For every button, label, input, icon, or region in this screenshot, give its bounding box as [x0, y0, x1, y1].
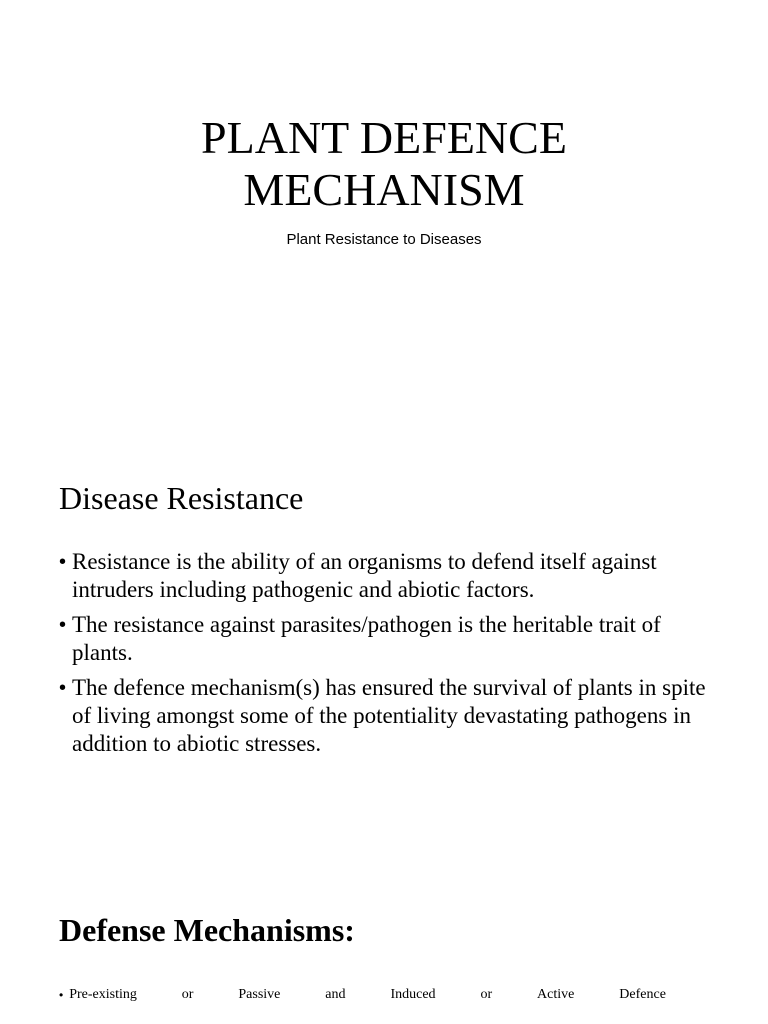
bullet-icon: •	[59, 988, 64, 1002]
bullet-word: Active	[537, 987, 575, 1002]
disease-resistance-slide	[0, 432, 768, 864]
bullet-word: or	[480, 987, 493, 1002]
bullet-word-wrapper	[59, 986, 137, 1004]
title-line-1: PLANT DEFENCE	[201, 112, 567, 163]
bullet-line	[59, 986, 666, 1004]
bullet-text: The defence mechanism(s) has ensured the survival of plants in spite of living amongst some of the potentiality devastating pathogens in addition to abiotic stresses.	[72, 675, 706, 756]
title-slide	[0, 0, 768, 432]
list-item	[59, 674, 719, 758]
defense-mechanisms-slide	[0, 864, 768, 1024]
presentation-title	[0, 112, 768, 216]
bullet-word: and	[325, 987, 346, 1002]
bullet-list	[59, 548, 719, 765]
bullet-word: or	[181, 987, 194, 1002]
title-line-2: MECHANISM	[243, 164, 525, 215]
list-item	[59, 548, 719, 604]
list-item	[59, 611, 719, 667]
bullet-word: Passive	[238, 987, 281, 1002]
slide-heading: Defense Mechanisms:	[59, 912, 355, 948]
bullet-icon: •	[59, 614, 67, 636]
bullet-text: The resistance against parasites/pathogen is the heritable trait of plants.	[72, 612, 661, 665]
bullet-word: Induced	[390, 987, 436, 1002]
bullet-icon: •	[59, 677, 67, 699]
bullet-word: Pre-existing	[69, 987, 137, 1002]
bullet-icon: •	[59, 551, 67, 573]
presentation-subtitle: Plant Resistance to Diseases	[286, 231, 482, 248]
bullet-text: Resistance is the ability of an organisms to defend itself against intruders including pathogenic and abiotic factors.	[72, 549, 657, 602]
bullet-word: Defence	[619, 987, 666, 1002]
slide-heading: Disease Resistance	[59, 480, 304, 516]
